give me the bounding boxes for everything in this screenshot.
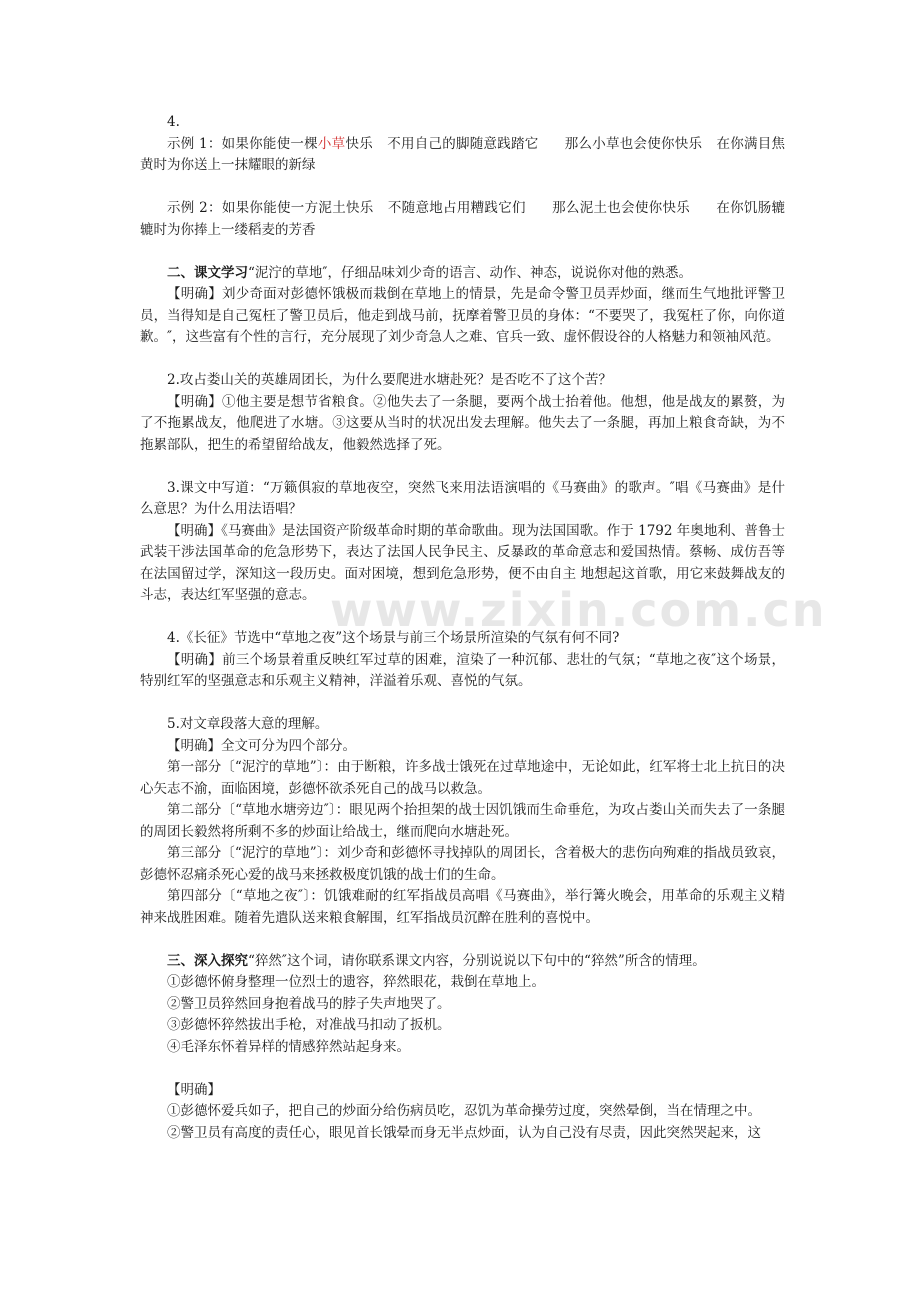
part-2: 第二部分〔“草地水塘旁边″〕：眼见两个抬担架的战士因饥饿而生命垂危，为攻占娄山关而失去了一条腿的周团长毅然将所剩不多的炒面让给战士，继而爬向水塘赴死。: [140, 802, 785, 840]
sentence-4: ④毛泽东怀着异样的情感猝然站起身来。: [167, 1038, 410, 1055]
sentence-1: ①彭德怀俯身整理一位烈士的遗容，猝然眼花，栽倒在草地上。: [167, 974, 545, 990]
highlight-grass: 小草: [317, 135, 346, 152]
section2-question-1: [140, 263, 785, 285]
answer-1: [140, 284, 785, 349]
sentence-2: ②警卫员猝然回身抱着战马的脖子失声地哭了。: [167, 995, 451, 1012]
section3-answer-label: 【明确】: [167, 1081, 221, 1098]
example-1-text-e: 在你满目焦黄时为你送上一抹耀眼的新绿: [140, 135, 786, 173]
reason-2: ②警卫员有高度的责任心，眼见首长饿晕而身无半点炒面，认为自己没有尽责，因此突然哭起来，这: [167, 1124, 761, 1141]
example-2-text-b: 不随意地占用糟践它们: [387, 200, 526, 216]
section2-heading: 二、课文学习: [167, 264, 248, 281]
answer-2: 【明确】①他主要是想节省粮食。②他失去了一条腿，要两个战士抬着他。他想，他是战友的累赘，为了不拖累战友，他爬进了水塘。③这要从当时的状况出发去理解。他失去了一条腿，再加上粮食奇缺，为不拖累部队，把生的希望留给战友，他毅然选择了死。: [140, 393, 785, 453]
answer-4: 【明确】前三个场景着重反映红军过草的困难，渲染了一种沉郁、悲壮的气氛；“草地之夜″这个场景，特别红军的坚强意志和乐观主义精神，洋溢着乐观、喜悦的气氛。: [140, 651, 785, 689]
example-1-text-d: 那么小草也会使你快乐: [564, 135, 703, 152]
part-1: 第一部分〔“泥泞的草地”〕：由于断粮，许多战士饿死在过草地途中，无论如此，红军将士北上抗日的决心矢志不渝，面临困境，彭德怀欲杀死自己的战马以救急。: [140, 759, 785, 797]
part-4: 第四部分〔“草地之夜″〕：饥饿难耐的红军指战员高唱《马赛曲》，举行篝火晚会，用革命的乐观主义精神来战胜困难。随着先遣队送来粮食解围，红军指战员沉醉在胜利的喜悦中。: [140, 888, 785, 926]
sentence-3: ③彭德怀猝然拔出手枪，对准战马扣动了扳机。: [167, 1017, 451, 1033]
watermark: www.zixin.com.cn: [330, 583, 827, 637]
example-1-text-c: 不用自己的脚随意践踏它: [386, 135, 539, 152]
example-1: [140, 134, 785, 177]
reason-1: ①彭德怀爱兵如子，把自己的炒面分给伤病员吃，忍饥为革命操劳过度，突然晕倒，当在情理之中。: [167, 1103, 761, 1119]
answer-3: 【明确】《马赛曲》是法国资产阶级革命时期的革命歌曲。现为法国国歌。作于 1792 年奥地利、普鲁士武装干涉法国革命的危急形势下，表达了法国人民争民主、反暴政的革命意志和爱国热情。蔡畅、成仿吾等在法国留过学，深知这一段历史。面对困境，想到危急形势，便不由自主 地想起这首歌，用它来鼓舞战友的斗志，表达红军坚强的意志。: [140, 522, 785, 603]
item-number: 4.: [167, 114, 180, 130]
question-3: 3.课文中写道：“万籁俱寂的草地夜空，突然飞来用法语演唱的《马赛曲》的歌声。″唱《马赛曲》是什么意思？为什么用法语唱？: [140, 479, 785, 517]
question-1-text: “泥泞的草地″，仔细品味刘少奇的语言、动作、神态，说说你对他的熟悉。: [248, 264, 692, 281]
example-2: [140, 198, 785, 241]
question-5: 5.对文章段落大意的理解。: [167, 716, 329, 732]
section3-question-text: “猝然″这个词，请你联系课文内容，分别说说以下句中的“猝然”所含的情理。: [248, 952, 706, 969]
section3-question: [140, 951, 785, 973]
answer-1-label: 【明确】: [167, 286, 222, 302]
part-3: 第三部分〔“泥泞的草地”〕：刘少奇和彭德怀寻找掉队的周团长，含着极大的悲伤向殉难的指战员致哀，彭德怀忍痛杀死心爱的战马来拯救极度饥饿的战士们的生命。: [140, 845, 785, 883]
document-body: [140, 112, 785, 1144]
answer-1-text: 刘少奇面对彭德怀饿极而栽倒在草地上的情景，先是命令警卫员弄炒面，继而生气地批评警卫员，当得知是自己冤枉了警卫员后，他走到战马前，抚摩着警卫员的身体：“不要哭了，我冤枉了你，向你道歉。″，这些富有个性的言行，充分展现了刘少奇急人之难、官兵一致、虚怀假设谷的人格魅力和领袖风范。: [140, 286, 786, 345]
question-2: 2.攻占娄山关的英雄周团长，为什么要爬进水塘赴死？是否吃不了这个苦？: [167, 372, 612, 388]
section3-heading: 三、深入探究: [167, 952, 248, 969]
example-2-text-a: 示例 2：如果你能使一方泥土快乐: [167, 200, 374, 216]
example-2-text-c: 那么泥土也会使你快乐: [551, 200, 691, 216]
example-2-text-d: 在你饥肠辘辘时为你捧上一缕稻麦的芳香: [140, 200, 786, 238]
example-1-text-b: 快乐: [345, 135, 373, 152]
answer-5-intro: 【明确】全文可分为四个部分。: [167, 737, 356, 754]
example-1-text-a: 示例 1：如果你能使一棵: [167, 135, 318, 152]
question-4: 4.《长征》节选中“草地之夜”这个场景与前三个场景所渲染的气氛有何不同?: [167, 630, 620, 646]
